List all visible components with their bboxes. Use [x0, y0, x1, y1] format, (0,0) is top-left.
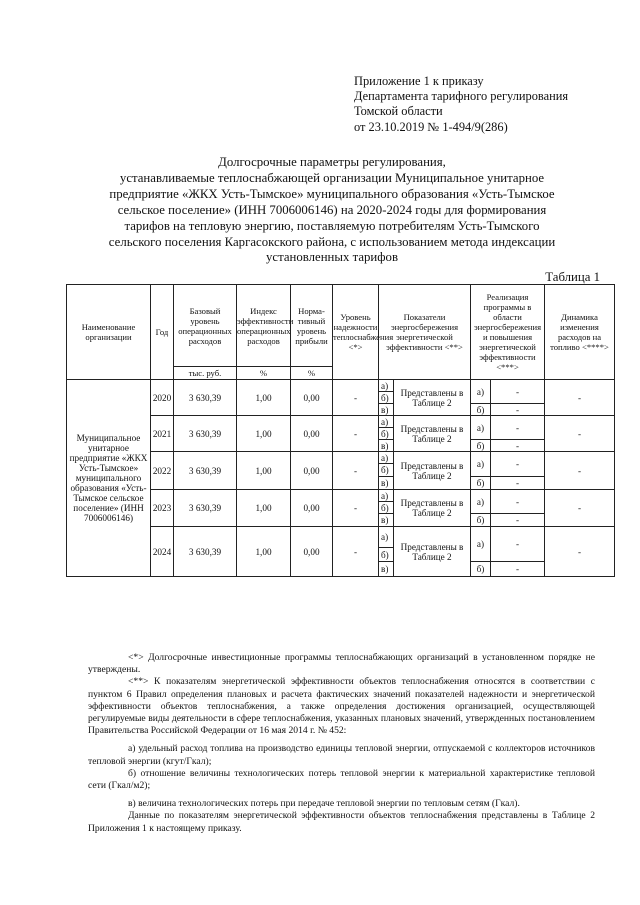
- annex-header: [354, 74, 568, 135]
- cell-dynamics: -: [545, 452, 615, 490]
- title-line-2: устанавливаемые теплоснабжающей организации Муниципальное унитарное: [119, 170, 545, 185]
- cell-energy-sub-b: б): [379, 464, 394, 477]
- cell-program-sub-a: а): [471, 452, 491, 477]
- header-org: Наименование организации: [67, 285, 151, 380]
- cell-org-name: Муниципальное унитарное предприятие «ЖКХ Усть-Тымское» муниципального образования «Усть-Тымское сельское поселение» (ИНН 7006006146): [67, 380, 151, 577]
- footnote-2: <**> К показателям энергетической эффективности объектов теплоснабжения относятся в соответствии с пунктом 6 Правил определения плановых и расчета фактических значений показателей надежности и энергетической эффективности объектов теплоснабжения, а также определения достижения организацией, осуществляющей регулируемые виды деятельности в сфере теплоснабжения, указанных плановых значений, утвержденных постановлением Правительства Российской Федерации от 16 мая 2014 г. № 452:: [88, 676, 595, 737]
- cell-reliability: -: [333, 452, 379, 490]
- cell-energy-sub-a: а): [379, 527, 394, 548]
- cell-energy: Представлены в Таблице 2: [394, 416, 471, 452]
- cell-energy-sub-a: а): [379, 452, 394, 464]
- unit-base: тыс. руб.: [174, 367, 237, 380]
- cell-index: 1,00: [237, 380, 291, 416]
- header-energy: Показатели энергосбережения энергетической эффективности <**>: [379, 285, 471, 380]
- cell-year: 2024: [151, 527, 174, 577]
- cell-energy-sub-b: б): [379, 502, 394, 514]
- cell-reliability: -: [333, 380, 379, 416]
- cell-program-a: -: [491, 527, 545, 562]
- footnote-final: Данные по показателям энергетической эффективности объектов теплоснабжения представлены в Таблице 2 Приложения 1 к настоящему приказу.: [88, 810, 595, 834]
- cell-index: 1,00: [237, 416, 291, 452]
- cell-index: 1,00: [237, 527, 291, 577]
- cell-year: 2020: [151, 380, 174, 416]
- unit-norm: %: [291, 367, 333, 380]
- header-row: [67, 285, 615, 367]
- cell-base: 3 630,39: [174, 452, 237, 490]
- cell-energy-sub-v: в): [379, 514, 394, 527]
- cell-dynamics: -: [545, 380, 615, 416]
- cell-norm: 0,00: [291, 416, 333, 452]
- cell-program-a: -: [491, 416, 545, 440]
- cell-program-a: -: [491, 490, 545, 514]
- annex-line-3: Томской области: [354, 104, 443, 119]
- cell-dynamics: -: [545, 527, 615, 577]
- cell-norm: 0,00: [291, 490, 333, 527]
- cell-year: 2021: [151, 416, 174, 452]
- title-line-4: сельское поселение» (ИНН 7006006146) на 2020-2024 годы для формирования: [117, 202, 547, 217]
- cell-reliability: -: [333, 416, 379, 452]
- header-reliability: Уровень надежности теплоснабжения <*>: [333, 285, 379, 380]
- footnote-1: <*> Долгосрочные инвестиционные программы теплоснабжающих организаций в установленном порядке не утверждены.: [88, 652, 595, 676]
- cell-energy-sub-a: а): [379, 416, 394, 428]
- footnote-item-v: в) величина технологических потерь при передаче тепловой энергии по тепловым сетям (Гкал).: [128, 798, 520, 810]
- cell-program-sub-a: а): [471, 490, 491, 514]
- cell-energy-sub-b: б): [379, 548, 394, 562]
- cell-program-sub-a: а): [471, 380, 491, 404]
- cell-reliability: -: [333, 490, 379, 527]
- cell-program-b: -: [491, 440, 545, 452]
- document-title: [72, 155, 592, 266]
- header-dynamics: Динамика изменения расходов на топливо <****>: [545, 285, 615, 380]
- cell-base: 3 630,39: [174, 490, 237, 527]
- cell-base: 3 630,39: [174, 380, 237, 416]
- cell-energy: Представлены в Таблице 2: [394, 452, 471, 490]
- header-norm: Норма-тивный уровень прибыли: [291, 285, 333, 367]
- cell-energy: Представлены в Таблице 2: [394, 527, 471, 577]
- cell-year: 2023: [151, 490, 174, 527]
- cell-norm: 0,00: [291, 380, 333, 416]
- title-line-3: предприятие «ЖКХ Усть-Тымское» муниципального образования «Усть-Тымское: [109, 186, 555, 201]
- table-label: Таблица 1: [545, 270, 600, 284]
- header-program: Реализация программы в области энергосбережения и повышения энергетической эффективности <***>: [471, 285, 545, 380]
- cell-energy-sub-v: в): [379, 477, 394, 490]
- cell-base: 3 630,39: [174, 527, 237, 577]
- title-line-6: сельского поселения Каргасокского района, с использованием метода индексации: [108, 234, 556, 249]
- annex-line-4: от 23.10.2019 № 1-494/9(286): [354, 119, 508, 134]
- header-year: Год: [151, 285, 174, 380]
- cell-program-sub-b: б): [471, 562, 491, 577]
- footnote-item-a: а) удельный расход топлива на производство единицы тепловой энергии, отпускаемой с коллекторов источников тепловой энергии (кгут/Гкал);: [88, 743, 595, 767]
- unit-index: %: [237, 367, 291, 380]
- cell-energy-sub-a: а): [379, 380, 394, 392]
- header-base: Базовый уровень операционных расходов: [174, 285, 237, 367]
- cell-energy-sub-b: б): [379, 392, 394, 404]
- cell-energy-sub-b: б): [379, 428, 394, 440]
- cell-index: 1,00: [237, 490, 291, 527]
- cell-program-b: -: [491, 477, 545, 490]
- annex-line-1: Приложение 1 к приказу: [354, 74, 484, 88]
- cell-energy: Представлены в Таблице 2: [394, 380, 471, 416]
- cell-program-sub-b: б): [471, 514, 491, 527]
- cell-energy-sub-a: а): [379, 490, 394, 502]
- cell-program-sub-b: б): [471, 440, 491, 452]
- parameters-table: [66, 284, 615, 577]
- cell-base: 3 630,39: [174, 416, 237, 452]
- cell-program-sub-b: б): [471, 477, 491, 490]
- header-index: Индекс эффективности операционных расходов: [237, 285, 291, 367]
- cell-energy-sub-v: в): [379, 404, 394, 416]
- cell-norm: 0,00: [291, 527, 333, 577]
- cell-program-sub-a: а): [471, 527, 491, 562]
- cell-dynamics: -: [545, 416, 615, 452]
- cell-program-b: -: [491, 562, 545, 577]
- cell-dynamics: -: [545, 490, 615, 527]
- table-row: [67, 380, 615, 392]
- cell-energy-sub-v: в): [379, 562, 394, 577]
- cell-program-b: -: [491, 514, 545, 527]
- cell-program-b: -: [491, 404, 545, 416]
- footnote-item-b: б) отношение величины технологических потерь тепловой энергии к материальной характеристике тепловой сети (Гкал/м2);: [88, 767, 595, 792]
- cell-program-sub-b: б): [471, 404, 491, 416]
- cell-year: 2022: [151, 452, 174, 490]
- cell-index: 1,00: [237, 452, 291, 490]
- annex-line-2: Департамента тарифного регулирования: [354, 89, 569, 104]
- cell-program-a: -: [491, 452, 545, 477]
- cell-energy-sub-v: в): [379, 440, 394, 452]
- footnotes: [88, 652, 595, 835]
- title-line-5: тарифов на тепловую энергию, поставляемую потребителям Усть-Тымского: [124, 218, 540, 233]
- cell-reliability: -: [333, 527, 379, 577]
- cell-program-sub-a: а): [471, 416, 491, 440]
- cell-energy: Представлены в Таблице 2: [394, 490, 471, 527]
- title-line-7: установленных тарифов: [266, 250, 398, 265]
- cell-norm: 0,00: [291, 452, 333, 490]
- cell-program-a: -: [491, 380, 545, 404]
- title-line-1: Долгосрочные параметры регулирования,: [218, 155, 446, 169]
